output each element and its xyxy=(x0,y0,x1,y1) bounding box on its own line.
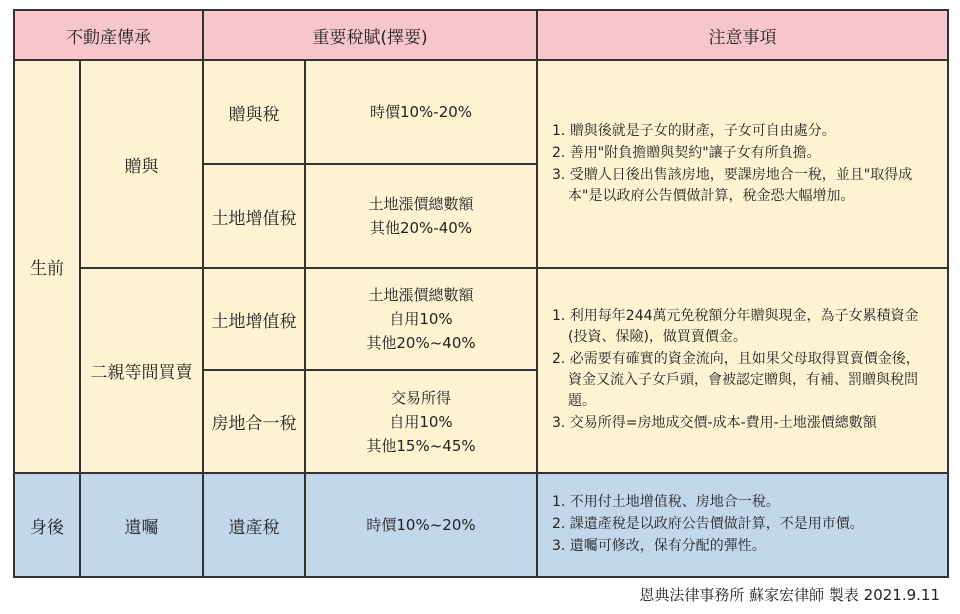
sale-notes-list xyxy=(552,306,933,435)
header-col-inheritance: 不動產傳承 xyxy=(13,9,204,61)
sale-note-item: 2. 必需要有確實的資金流向，且如果父母取得買賣價金後，資金又流入子女戶頭，會被認定贈與，有補、罰贈與稅問題。 xyxy=(552,351,920,409)
gift-note-item: 1. 贈與後就是子女的財產，子女可自由處分。 xyxy=(552,122,836,139)
sale-note-item: 3. 交易所得=房地成交價-成本-費用-土地漲價總數額 xyxy=(552,415,877,431)
gift-tax-name: 贈與稅 xyxy=(202,59,306,165)
sale-land-tax-name: 土地增值稅 xyxy=(202,267,306,371)
sale-notes xyxy=(536,267,949,474)
estate-note-item: 2. 課遺產稅是以政府公告價做計算，不是用市價。 xyxy=(552,516,864,532)
gift-note-item: 2. 善用"附負擔贈與契約"讓子女有所負擔。 xyxy=(552,144,821,161)
header-col-notes: 注意事項 xyxy=(536,9,949,61)
gift-notes-list xyxy=(552,121,933,208)
header-col-taxes: 重要稅賦(擇要) xyxy=(202,9,538,61)
gift-land-tax-rate: 土地漲價總數額 其他20%-40% xyxy=(304,163,538,269)
sale-note-item: 1. 利用每年244萬元免稅額分年贈與現金，為子女累積資金(投資、保險)，做買賣價金。 xyxy=(552,308,919,345)
sale-land-tax-rate: 土地漲價總數額 自用10% 其他20%~40% xyxy=(304,267,538,371)
estate-notes-list xyxy=(552,492,864,558)
row-label-after: 身後 xyxy=(13,472,81,578)
estate-note-item: 1. 不用付土地增值稅、房地合一稅。 xyxy=(552,494,780,510)
sale-label: 二親等間買賣 xyxy=(79,267,204,474)
gift-note-item: 3. 受贈人日後出售該房地，要課房地合一稅，並且"取得成本"是以政府公告價做計算，稅金恐大幅增加。 xyxy=(552,166,913,204)
estate-notes xyxy=(536,472,949,578)
gift-tax-rate: 時價10%-20% xyxy=(304,59,538,165)
estate-note-item: 3. 遺囑可修改，保有分配的彈性。 xyxy=(552,538,766,554)
gift-land-tax-name: 土地增值稅 xyxy=(202,163,306,269)
credit-line: 恩典法律事務所 蘇家宏律師 製表 2021.9.11 xyxy=(639,586,940,604)
sale-house-tax-name: 房地合一稅 xyxy=(202,369,306,474)
estate-tax-rate: 時價10%~20% xyxy=(304,472,538,578)
estate-tax-name: 遺產稅 xyxy=(202,472,306,578)
gift-label: 贈與 xyxy=(79,59,204,269)
row-label-alive: 生前 xyxy=(13,59,81,474)
gift-notes xyxy=(536,59,949,269)
will-label: 遺囑 xyxy=(79,472,204,578)
sale-house-tax-rate: 交易所得 自用10% 其他15%~45% xyxy=(304,369,538,474)
